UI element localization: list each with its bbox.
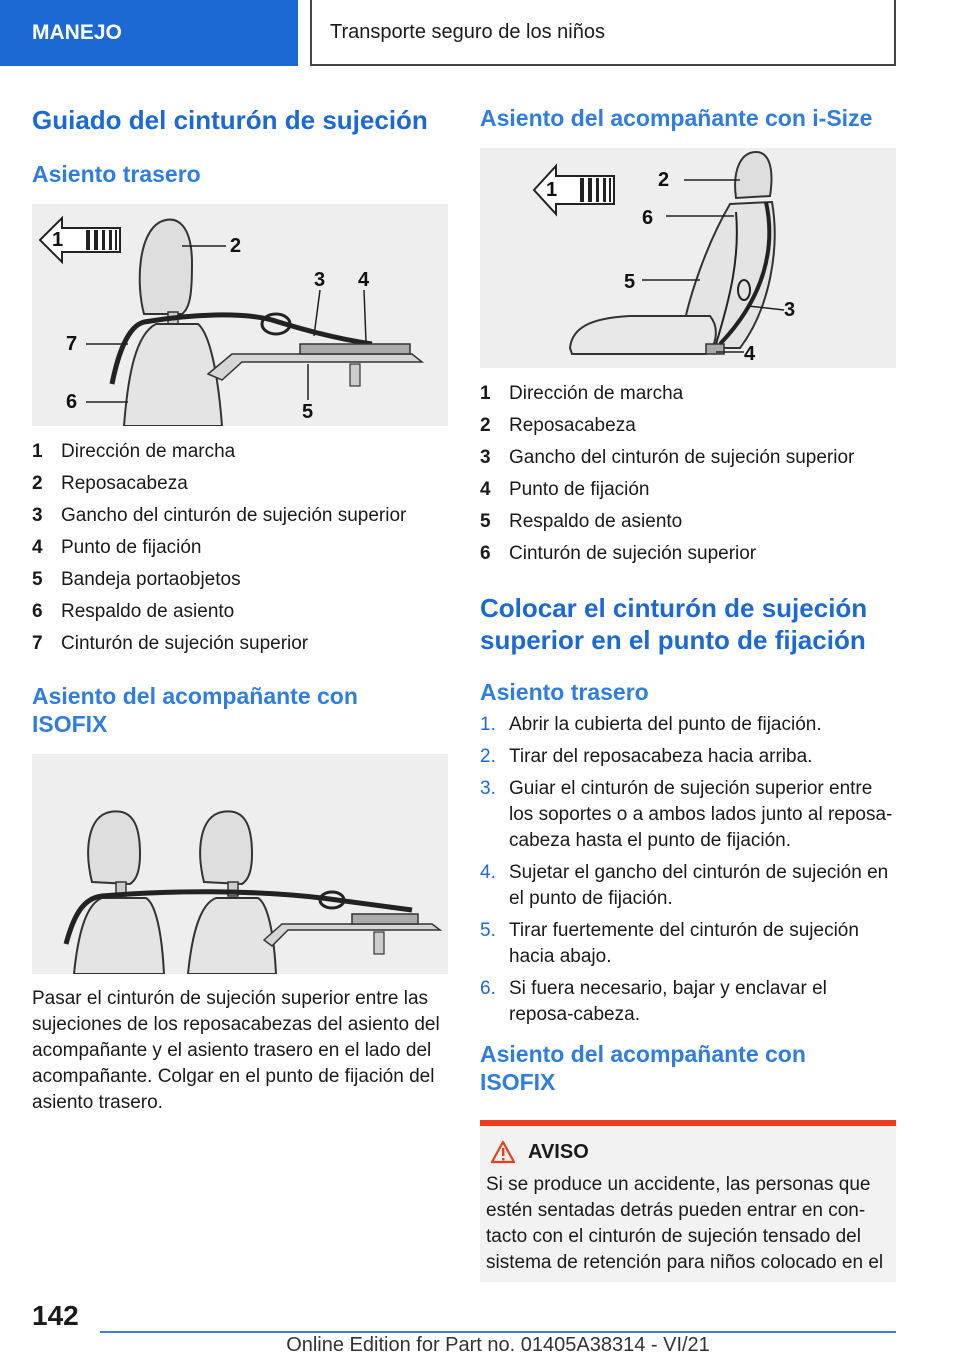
figure-label: 5	[624, 271, 636, 293]
rear-seat-legend	[32, 436, 448, 660]
chapter-header	[310, 0, 896, 66]
legend-item: 1 Dirección de marcha	[480, 383, 684, 404]
chapter-title: Transporte seguro de los niños	[330, 20, 605, 43]
rear-seat-heading: Asiento trasero	[32, 161, 201, 187]
figure-label: 7	[66, 333, 78, 355]
footer-divider	[100, 1331, 896, 1333]
isofix-illustration	[32, 754, 448, 974]
step-item: 1. Abrir la cubierta del punto de fijación.	[480, 714, 822, 735]
isofix-heading: Asiento del acompañante con ISOFIX	[32, 683, 358, 737]
isofix-heading-right: Asiento del acompañante con ISOFIX	[480, 1041, 806, 1095]
step-item: 6. Si fuera necesario, bajar y enclavar el reposa-cabeza.	[480, 978, 827, 1025]
warning-title: AVISO	[528, 1140, 589, 1163]
attach-title: Colocar el cinturón de sujeción superior en el punto de fijación	[480, 593, 868, 655]
isize-heading: Asiento del acompañante con i-Size	[480, 105, 873, 131]
legend-item: 4 Punto de fijación	[32, 537, 202, 558]
warning-text: Si se produce un accidente, las personas que estén sentadas detrás pueden entrar en con-tacto con el cinturón de sujeción tensado del sistema de retención para niños colocado en el	[486, 1174, 884, 1273]
isofix-figure	[32, 754, 448, 974]
step-item: 3. Guiar el cinturón de sujeción superior entre los soportes o a ambos lados junto al reposa-cabeza hasta el punto de fijación.	[480, 778, 893, 851]
right-column	[480, 98, 896, 1282]
figure-label: 4	[744, 343, 756, 365]
isofix-instructions: Pasar el cinturón de sujeción superior entre las sujeciones de los reposacabezas del asiento del acompañante y el asiento trasero en el lado del acompañante. Colgar en el punto de fijación del asiento trasero.	[32, 988, 440, 1113]
rear-seat-illustration	[32, 204, 448, 426]
parcel-shelf-illustration	[208, 354, 422, 380]
isize-figure	[480, 148, 896, 368]
headrest-illustration	[88, 811, 252, 896]
rear-seat-figure	[32, 204, 448, 426]
figure-label: 6	[642, 207, 654, 229]
figure-label: 4	[358, 269, 370, 291]
figure-label: 1	[546, 179, 558, 201]
figure-label: 1	[52, 229, 64, 251]
warning-box	[480, 1120, 896, 1282]
section-tab	[0, 0, 298, 66]
figure-label: 3	[784, 299, 796, 321]
anchor-point-illustration	[300, 344, 410, 354]
legend-item: 5 Bandeja portaobjetos	[32, 569, 241, 590]
legend-item: 3 Gancho del cinturón de sujeción superior	[32, 505, 407, 526]
isize-legend	[480, 378, 896, 570]
legend-item: 2 Reposacabeza	[32, 473, 188, 494]
belt-guide-title: Guiado del cinturón de sujeción	[32, 105, 428, 135]
headrest-illustration	[140, 220, 192, 326]
figure-label: 5	[302, 401, 314, 423]
isize-seat-illustration	[480, 148, 896, 368]
legend-item: 7 Cinturón de sujeción superior	[32, 633, 309, 654]
figure-label: 6	[66, 391, 78, 413]
figure-label: 2	[658, 169, 670, 191]
legend-item: 2 Reposacabeza	[480, 415, 636, 436]
step-item: 4. Sujetar el gancho del cinturón de sujeción en el punto de fijación.	[480, 862, 889, 909]
step-item: 2. Tirar del reposacabeza hacia arriba.	[480, 746, 813, 767]
legend-item: 6 Respaldo de asiento	[32, 601, 235, 622]
attach-steps	[480, 712, 896, 1028]
left-column	[32, 98, 448, 1116]
figure-label: 3	[314, 269, 326, 291]
legend-item: 4 Punto de fijación	[480, 479, 650, 500]
edition-note: Online Edition for Part no. 01405A38314 - VI/21	[286, 1334, 710, 1356]
warning-triangle-icon	[490, 1140, 516, 1164]
legend-item: 1 Dirección de marcha	[32, 441, 236, 462]
legend-item: 3 Gancho del cinturón de sujeción superior	[480, 447, 855, 468]
step-item: 5. Tirar fuertemente del cinturón de sujeción hacia abajo.	[480, 920, 859, 967]
warning-title-row	[486, 1140, 888, 1164]
page-number: 142	[32, 1300, 79, 1331]
section-title: MANEJO	[32, 21, 122, 44]
figure-label: 2	[230, 235, 242, 257]
legend-item: 5 Respaldo de asiento	[480, 511, 683, 532]
legend-item: 6 Cinturón de sujeción superior	[480, 543, 757, 564]
seat-back-illustration	[124, 324, 222, 426]
attach-rear-heading: Asiento trasero	[480, 679, 649, 705]
